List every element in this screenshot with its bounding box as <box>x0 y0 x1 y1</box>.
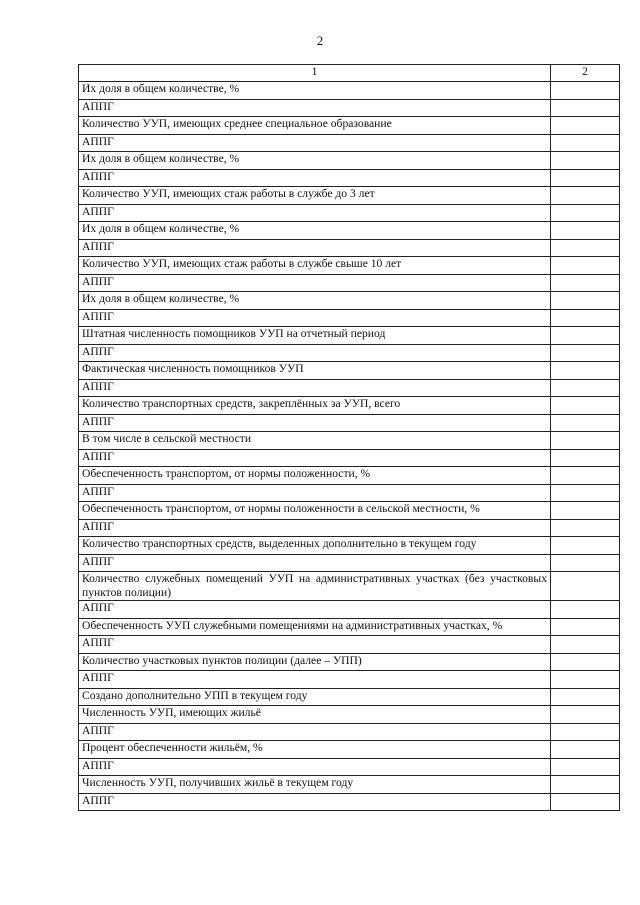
table-row <box>79 723 620 741</box>
table-row <box>79 397 620 415</box>
table-row <box>79 309 620 327</box>
row-label: Их доля в общем количестве, % <box>79 222 551 240</box>
row-label: Фактическая численность помощников УУП <box>79 362 551 380</box>
row-value-cell[interactable] <box>551 117 620 135</box>
table-row <box>79 554 620 572</box>
table-row <box>79 134 620 152</box>
table-row <box>79 741 620 759</box>
row-value-cell[interactable] <box>551 572 620 601</box>
table-row <box>79 82 620 100</box>
row-value-cell[interactable] <box>551 274 620 292</box>
row-label: Численность УУП, получивших жильё в текущем году <box>79 776 551 794</box>
row-label: АППГ <box>79 449 551 467</box>
table-row <box>79 776 620 794</box>
row-value-cell[interactable] <box>551 776 620 794</box>
row-value-cell[interactable] <box>551 362 620 380</box>
row-label: АППГ <box>79 379 551 397</box>
row-label: Их доля в общем количестве, % <box>79 82 551 100</box>
row-value-cell[interactable] <box>551 257 620 275</box>
row-label: АППГ <box>79 309 551 327</box>
row-label: АППГ <box>79 344 551 362</box>
row-label: АППГ <box>79 169 551 187</box>
row-label: Количество УУП, имеющих среднее специальное образование <box>79 117 551 135</box>
row-value-cell[interactable] <box>551 741 620 759</box>
row-value-cell[interactable] <box>551 169 620 187</box>
row-label: Создано дополнительно УПП в текущем году <box>79 688 551 706</box>
table-row <box>79 222 620 240</box>
table-row <box>79 344 620 362</box>
table-row <box>79 204 620 222</box>
row-label: АППГ <box>79 636 551 654</box>
table-row <box>79 257 620 275</box>
row-value-cell[interactable] <box>551 636 620 654</box>
row-value-cell[interactable] <box>551 601 620 619</box>
table-row <box>79 618 620 636</box>
row-label: АППГ <box>79 134 551 152</box>
table-row <box>79 653 620 671</box>
row-value-cell[interactable] <box>551 484 620 502</box>
row-label: АППГ <box>79 239 551 257</box>
row-value-cell[interactable] <box>551 432 620 450</box>
row-value-cell[interactable] <box>551 222 620 240</box>
row-label: Количество участковых пунктов полиции (далее – УПП) <box>79 653 551 671</box>
row-label: АППГ <box>79 758 551 776</box>
table-row <box>79 572 620 601</box>
row-label: Количество УУП, имеющих стаж работы в службе до 3 лет <box>79 187 551 205</box>
row-value-cell[interactable] <box>551 688 620 706</box>
row-value-cell[interactable] <box>551 309 620 327</box>
row-value-cell[interactable] <box>551 414 620 432</box>
row-value-cell[interactable] <box>551 502 620 520</box>
row-label: АППГ <box>79 484 551 502</box>
row-value-cell[interactable] <box>551 706 620 724</box>
row-label: Количество транспортных средств, выделенных дополнительно в текущем году <box>79 537 551 555</box>
row-value-cell[interactable] <box>551 758 620 776</box>
row-label: АППГ <box>79 99 551 117</box>
table-row <box>79 484 620 502</box>
row-label: АППГ <box>79 601 551 619</box>
table-row <box>79 519 620 537</box>
row-value-cell[interactable] <box>551 467 620 485</box>
row-value-cell[interactable] <box>551 618 620 636</box>
page-number: 2 <box>316 33 324 48</box>
row-value-cell[interactable] <box>551 554 620 572</box>
row-label: Обеспеченность транспортом, от нормы положенности в сельской местности, % <box>79 502 551 520</box>
row-value-cell[interactable] <box>551 344 620 362</box>
table-row <box>79 758 620 776</box>
row-label: Их доля в общем количестве, % <box>79 292 551 310</box>
row-label: В том числе в сельской местности <box>79 432 551 450</box>
table-row <box>79 362 620 380</box>
table-row <box>79 502 620 520</box>
row-value-cell[interactable] <box>551 793 620 811</box>
row-label: Процент обеспеченности жильём, % <box>79 741 551 759</box>
table-row <box>79 793 620 811</box>
row-value-cell[interactable] <box>551 327 620 345</box>
row-label: Обеспеченность транспортом, от нормы положенности, % <box>79 467 551 485</box>
row-label: АППГ <box>79 414 551 432</box>
row-label: Количество служебных помещений УУП на административных участках (без участковых пунктов полиции) <box>79 572 551 601</box>
row-label: Численность УУП, имеющих жильё <box>79 706 551 724</box>
table-row <box>79 239 620 257</box>
row-label: АППГ <box>79 554 551 572</box>
row-label: Обеспеченность УУП служебными помещениями на административных участках, % <box>79 618 551 636</box>
row-value-cell[interactable] <box>551 397 620 415</box>
row-value-cell[interactable] <box>551 671 620 689</box>
row-label: АППГ <box>79 723 551 741</box>
row-value-cell[interactable] <box>551 537 620 555</box>
table-row <box>79 152 620 170</box>
table-row <box>79 467 620 485</box>
row-value-cell[interactable] <box>551 653 620 671</box>
table-row <box>79 169 620 187</box>
table-header-row <box>79 65 620 82</box>
row-value-cell[interactable] <box>551 99 620 117</box>
row-label: Количество транспортных средств, закреплённых за УУП, всего <box>79 397 551 415</box>
row-value-cell[interactable] <box>551 82 620 100</box>
table-row <box>79 601 620 619</box>
report-table <box>78 64 620 811</box>
row-value-cell[interactable] <box>551 204 620 222</box>
column-header-1: 1 <box>79 65 551 82</box>
table-row <box>79 99 620 117</box>
table-row <box>79 379 620 397</box>
table-row <box>79 449 620 467</box>
row-label: Их доля в общем количестве, % <box>79 152 551 170</box>
row-label: АППГ <box>79 671 551 689</box>
row-value-cell[interactable] <box>551 379 620 397</box>
table-row <box>79 671 620 689</box>
column-header-2: 2 <box>551 65 620 82</box>
row-value-cell[interactable] <box>551 134 620 152</box>
table-row <box>79 292 620 310</box>
table-row <box>79 537 620 555</box>
table-body <box>79 82 620 811</box>
table-row <box>79 636 620 654</box>
row-value-cell[interactable] <box>551 239 620 257</box>
row-label: АППГ <box>79 204 551 222</box>
row-label: АППГ <box>79 793 551 811</box>
table-row <box>79 274 620 292</box>
table-row <box>79 432 620 450</box>
row-label: Штатная численность помощников УУП на отчетный период <box>79 327 551 345</box>
table-row <box>79 706 620 724</box>
row-value-cell[interactable] <box>551 292 620 310</box>
row-value-cell[interactable] <box>551 187 620 205</box>
row-label: Количество УУП, имеющих стаж работы в службе свыше 10 лет <box>79 257 551 275</box>
table-row <box>79 117 620 135</box>
table-row <box>79 187 620 205</box>
table-row <box>79 688 620 706</box>
row-value-cell[interactable] <box>551 152 620 170</box>
table-row <box>79 327 620 345</box>
table-row <box>79 414 620 432</box>
row-value-cell[interactable] <box>551 723 620 741</box>
row-label: АППГ <box>79 274 551 292</box>
row-value-cell[interactable] <box>551 519 620 537</box>
row-value-cell[interactable] <box>551 449 620 467</box>
row-label: АППГ <box>79 519 551 537</box>
